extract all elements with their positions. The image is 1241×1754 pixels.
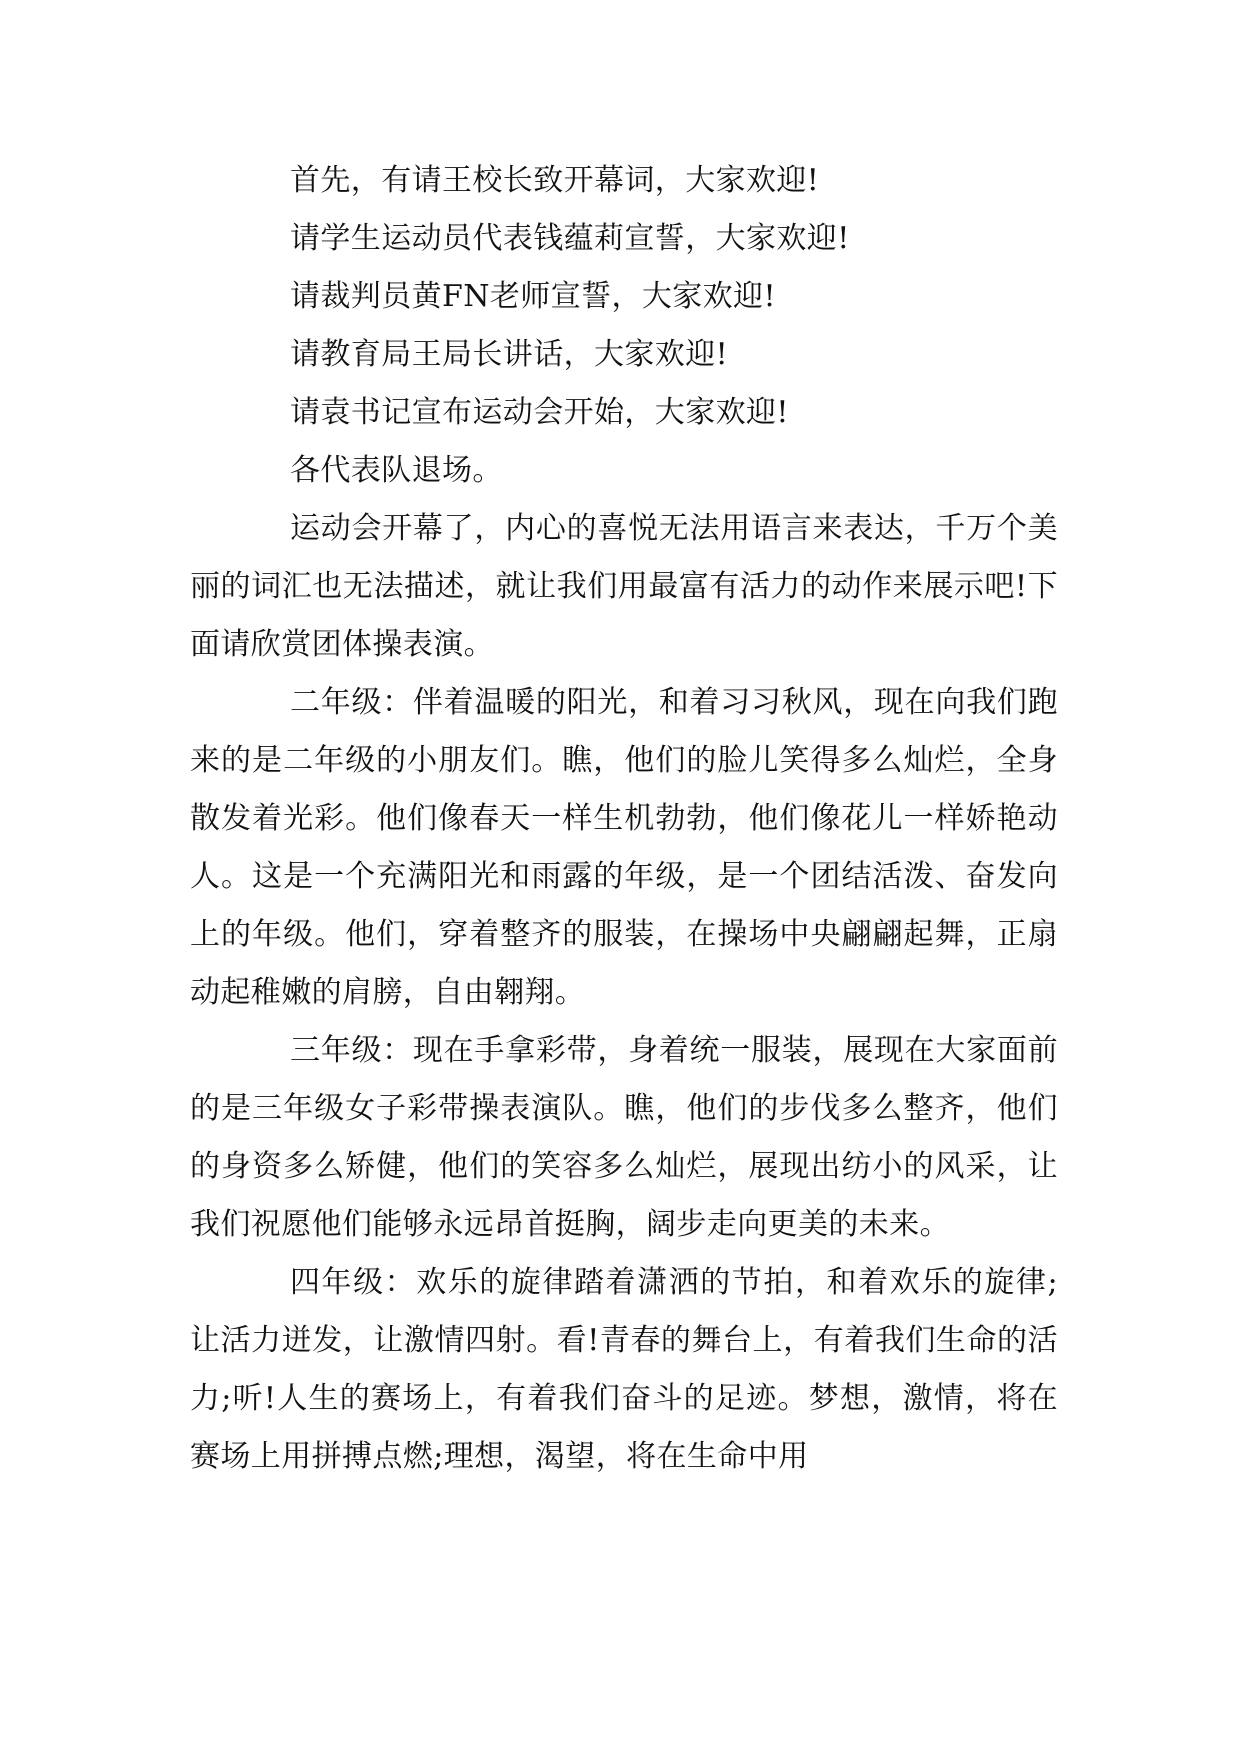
paragraph-bureau-speech: 请教育局王局长讲话，大家欢迎! (290, 337, 729, 372)
paragraph-grade-four: 四年级：欢乐的旋律踏着潇洒的节拍，和着欢乐的旋律;让活力迸发，让激情四射。看!青春的舞台上，有着我们生命的活力;听!人生的赛场上，有着我们奋斗的足迹。梦想，激情，将在赛场上用拼搏点燃;理想，渴望，将在生命中用 (190, 1265, 1058, 1474)
paragraph-teams-exit: 各代表队退场。 (290, 453, 503, 488)
paragraph-opening-speech: 首先，有请王校长致开幕词，大家欢迎! (290, 163, 820, 198)
paragraph-grade-two: 二年级：伴着温暖的阳光，和着习习秋风，现在向我们跑来的是二年级的小朋友们。瞧，他们的脸儿笑得多么灿烂，全身散发着光彩。他们像春天一样生机勃勃，他们像花儿一样娇艳动人。这是一个充满阳光和雨露的年级，是一个团结活泼、奋发向上的年级。他们，穿着整齐的服装，在操场中央翩翩起舞，正扇动起稚嫩的肩膀，自由翱翔。 (190, 685, 1058, 1010)
paragraph-referee-oath: 请裁判员黄FN老师宣誓，大家欢迎! (290, 279, 776, 314)
paragraph-grade-three: 三年级：现在手拿彩带，身着统一服装，展现在大家面前的是三年级女子彩带操表演队。瞧，他们的步伐多么整齐，他们的身资多么矫健，他们的笑容多么灿烂，展现出纺小的风采，让我们祝愿他们能够永远昂首挺胸，阔步走向更美的未来。 (190, 1033, 1058, 1242)
document-body (190, 152, 1058, 1486)
paragraph-group-performance: 运动会开幕了，内心的喜悦无法用语言来表达，千万个美丽的词汇也无法描述，就让我们用最富有活力的动作来展示吧!下面请欣赏团体操表演。 (190, 511, 1058, 662)
paragraph-games-start: 请袁书记宣布运动会开始，大家欢迎! (290, 395, 789, 430)
paragraph-athlete-oath: 请学生运动员代表钱蕴莉宣誓，大家欢迎! (290, 221, 850, 256)
